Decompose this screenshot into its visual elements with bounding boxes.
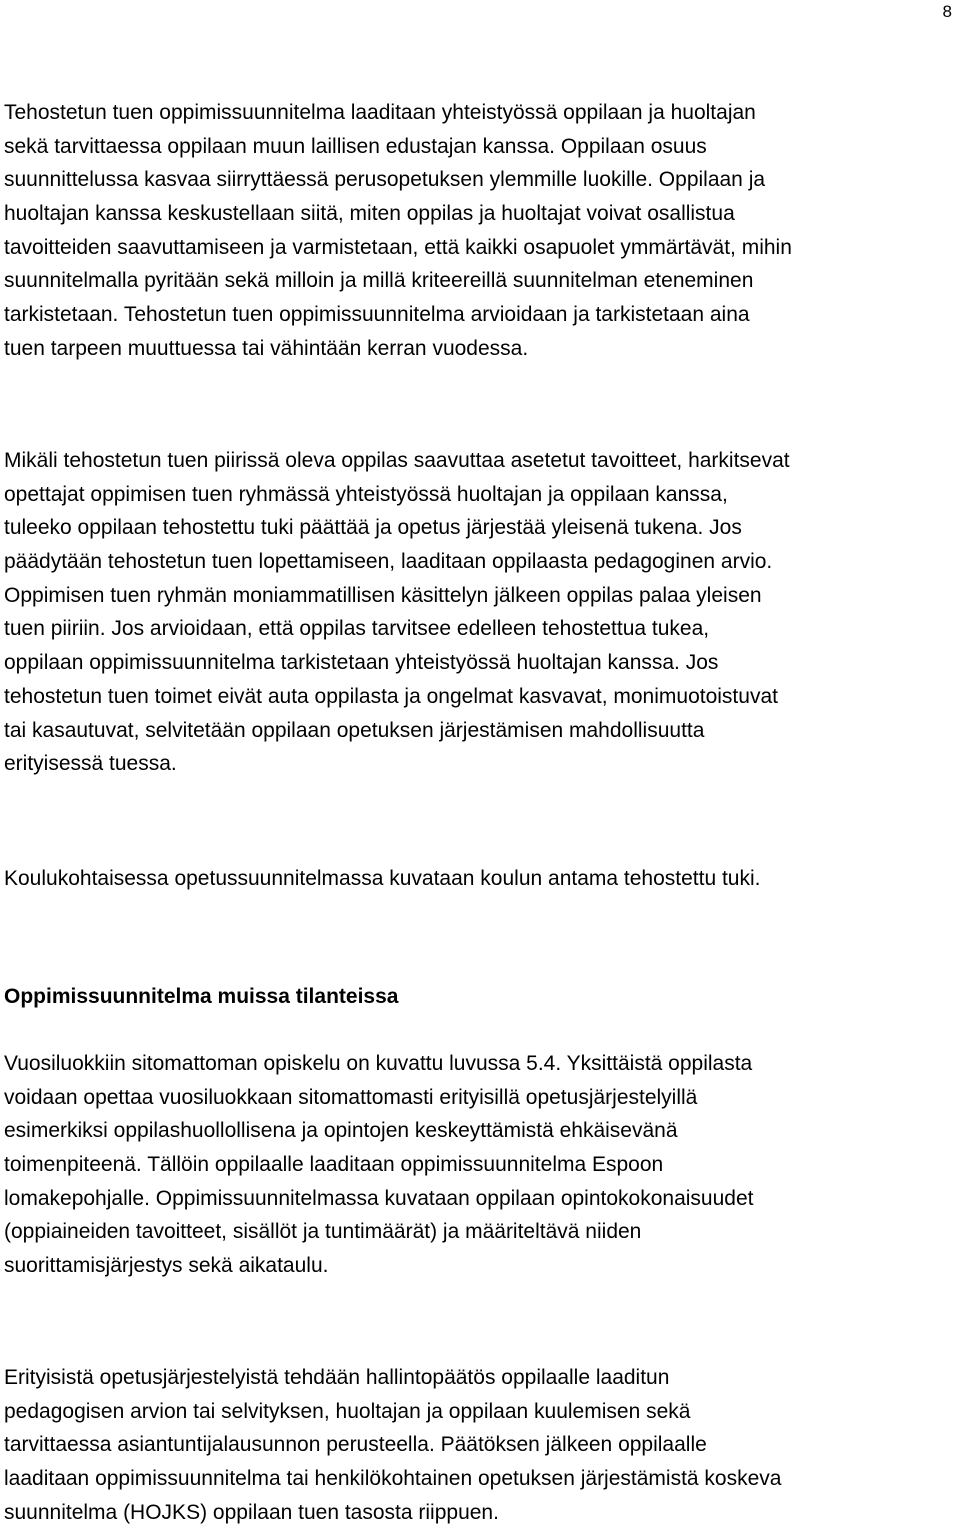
text-line: lomakepohjalle. Oppimissuunnitelmassa kuvataan oppilaan opintokokonaisuudet <box>4 1186 754 1210</box>
paragraph-3 <box>4 862 956 896</box>
text-line: erityisessä tuessa. <box>4 752 177 776</box>
text-line: Koulukohtaisessa opetussuunnitelmassa kuvataan koulun antama tehostettu tuki. <box>4 867 761 890</box>
paragraph-1 <box>4 96 956 366</box>
text-line: Mikäli tehostetun tuen piirissä oleva oppilas saavuttaa asetetut tavoitteet, harkitsevat <box>4 449 790 472</box>
text-line: suunnitelma (HOJKS) oppilaan tuen tasosta riippuen. <box>4 1500 499 1524</box>
text-line: tavoitteiden saavuttamiseen ja varmistetaan, että kaikki osapuolet ymmärtävät, mihin <box>4 235 792 259</box>
text-line: tuleeko oppilaan tehostettu tuki päättää ja opetus järjestää yleisenä tukena. Jos <box>4 516 742 540</box>
text-line: huoltajan kanssa keskustellaan siitä, miten oppilas ja huoltajat voivat osallistua <box>4 202 735 226</box>
text-line: pedagogisen arvion tai selvityksen, huoltajan ja oppilaan kuulemisen sekä <box>4 1399 691 1423</box>
text-line: tuen piiriin. Jos arvioidaan, että oppilas tarvitsee edelleen tehostettua tukea, <box>4 617 710 641</box>
text-line: sekä tarvittaessa oppilaan muun laillisen edustajan kanssa. Oppilaan osuus <box>4 134 707 158</box>
text-line: opettajat oppimisen tuen ryhmässä yhteistyössä huoltajan ja oppilaan kanssa, <box>4 482 728 506</box>
section-heading <box>4 980 956 1014</box>
paragraph-2 <box>4 444 956 781</box>
text-line: Vuosiluokkiin sitomattoman opiskelu on kuvattu luvussa 5.4. Yksittäistä oppilasta <box>4 1052 753 1075</box>
text-line: tarkistetaan. Tehostetun tuen oppimissuunnitelma arvioidaan ja tarkistetaan aina <box>4 303 750 327</box>
text-line: päädytään tehostetun tuen lopettamiseen, laaditaan oppilaasta pedagoginen arvio. <box>4 550 773 574</box>
page-number: 8 <box>942 2 952 21</box>
text-line: Tehostetun tuen oppimissuunnitelma laaditaan yhteistyössä oppilaan ja huoltajan <box>4 101 756 124</box>
text-line: suorittamisjärjestys sekä aikataulu. <box>4 1254 329 1278</box>
text-line: tuen tarpeen muuttuessa tai vähintään kerran vuodessa. <box>4 336 529 360</box>
text-line: tehostetun tuen toimet eivät auta oppilasta ja ongelmat kasvavat, monimuotoistuvat <box>4 684 778 708</box>
text-line: suunnitelmalla pyritään sekä milloin ja millä kriteereillä suunnitelman eteneminen <box>4 269 754 293</box>
heading-text: Oppimissuunnitelma muissa tilanteissa <box>4 985 399 1008</box>
text-line: voidaan opettaa vuosiluokkaan sitomattomasti erityisillä opetusjärjestelyillä <box>4 1085 698 1109</box>
section-paragraph-1 <box>4 1047 956 1283</box>
text-line: laaditaan oppimissuunnitelma tai henkilökohtainen opetuksen järjestämistä koskeva <box>4 1467 782 1491</box>
text-line: oppilaan oppimissuunnitelma tarkistetaan yhteistyössä huoltajan kanssa. Jos <box>4 651 719 675</box>
text-line: tai kasautuvat, selvitetään oppilaan opetuksen järjestämisen mahdollisuutta <box>4 718 705 742</box>
text-line: tarvittaessa asiantuntijalausunnon perusteella. Päätöksen jälkeen oppilaalle <box>4 1433 707 1457</box>
text-line: (oppiaineiden tavoitteet, sisällöt ja tuntimäärät) ja määriteltävä niiden <box>4 1220 642 1244</box>
text-line: Oppimisen tuen ryhmän moniammatillisen käsittelyn jälkeen oppilas palaa yleisen <box>4 583 762 607</box>
text-line: esimerkiksi oppilashuollollisena ja opintojen keskeyttämistä ehkäisevänä <box>4 1119 678 1143</box>
text-line: toimenpiteenä. Tällöin oppilaalle laaditaan oppimissuunnitelma Espoon <box>4 1153 664 1177</box>
text-line: suunnittelussa kasvaa siirryttäessä perusopetuksen ylemmille luokille. Oppilaan ja <box>4 168 766 192</box>
section-paragraph-2 <box>4 1361 956 1529</box>
text-line: Erityisistä opetusjärjestelyistä tehdään hallintopäätös oppilaalle laaditun <box>4 1366 670 1389</box>
